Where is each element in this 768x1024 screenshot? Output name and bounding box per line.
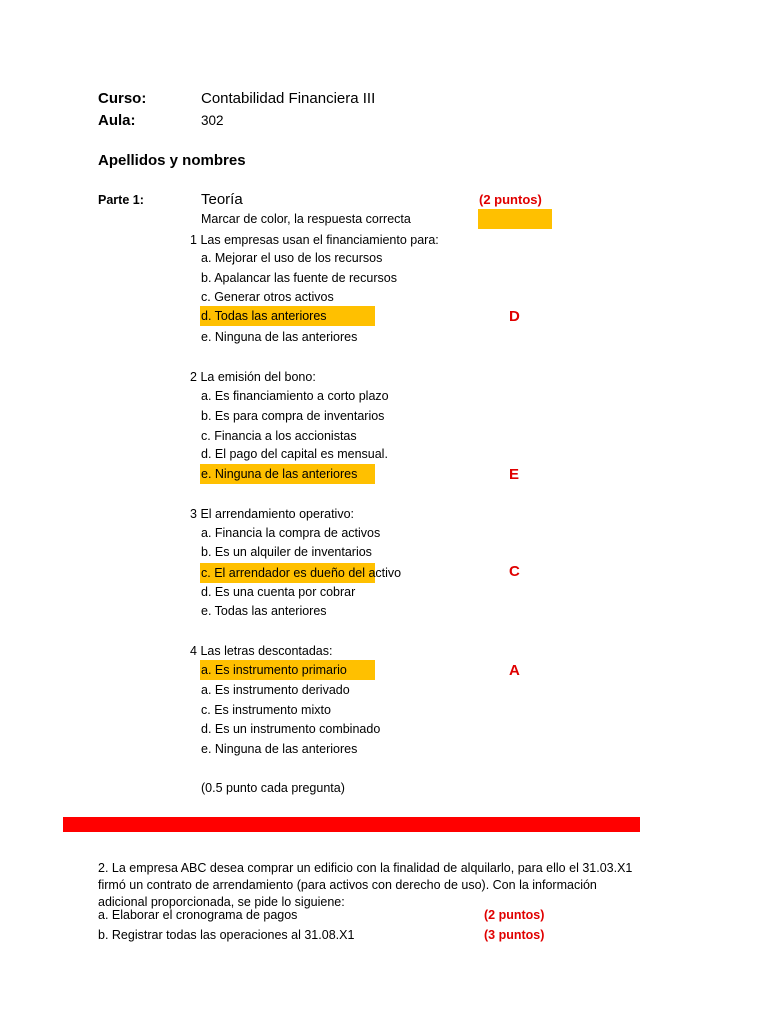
part1-points: (2 puntos) (479, 192, 542, 207)
option[interactable]: a. Es financiamiento a corto plazo (201, 389, 389, 403)
curso-label: Curso: (98, 90, 147, 107)
question-2 (190, 370, 316, 384)
aula-label: Aula: (98, 112, 136, 129)
option[interactable]: c. Financia a los accionistas (201, 429, 357, 443)
red-divider-bar (63, 817, 640, 832)
option[interactable]: b. Es para compra de inventarios (201, 409, 385, 423)
question-4 (190, 644, 332, 658)
highlight-sample (478, 209, 552, 229)
option[interactable]: d. El pago del capital es mensual. (201, 447, 388, 461)
answer-letter: E (509, 466, 520, 483)
question-text: La emisión del bono: (200, 370, 316, 384)
part2-item-points: (3 puntos) (484, 928, 545, 942)
part2-paragraph: 2. La empresa ABC desea comprar un edificio con la finalidad de alquilarlo, para ello el 31.03.X1 firmó un contrato de arrendamiento (para activos con derecho de uso). Con la información adicional proporcionada, se pide lo siguiene: (98, 861, 633, 909)
option[interactable]: c. Generar otros activos (201, 290, 334, 304)
part1-instruction: Marcar de color, la respuesta correcta (201, 212, 411, 226)
option[interactable]: b. Apalancar las fuente de recursos (201, 271, 397, 285)
option-selected[interactable]: e. Ninguna de las anteriores (201, 467, 358, 481)
option[interactable]: e. Todas las anteriores (201, 604, 327, 618)
part2-item: b. Registrar todas las operaciones al 31.08.X1 (98, 928, 355, 942)
question-text: Las empresas usan el financiamiento para: (200, 233, 439, 247)
option[interactable]: e. Ninguna de las anteriores (201, 742, 358, 756)
question-3 (190, 507, 354, 521)
option[interactable]: a. Mejorar el uso de los recursos (201, 251, 383, 265)
part2-item: a. Elaborar el cronograma de pagos (98, 908, 298, 922)
part2-item-points: (2 puntos) (484, 908, 545, 922)
part1-footer: (0.5 punto cada pregunta) (201, 781, 345, 795)
question-number: 1 (190, 233, 197, 247)
answer-letter: A (509, 662, 520, 679)
option-selected[interactable]: a. Es instrumento primario (201, 663, 347, 677)
option[interactable]: d. Es una cuenta por cobrar (201, 585, 356, 599)
option[interactable]: a. Es instrumento derivado (201, 683, 350, 697)
answer-letter: D (509, 308, 520, 325)
question-text: Las letras descontadas: (200, 644, 333, 658)
option[interactable]: a. Financia la compra de activos (201, 526, 381, 540)
question-number: 2 (190, 370, 197, 384)
aula-value: 302 (201, 113, 224, 128)
part1-label: Parte 1: (98, 193, 144, 207)
question-number: 4 (190, 644, 197, 658)
option-selected[interactable]: d. Todas las anteriores (201, 309, 327, 323)
question-number: 3 (190, 507, 197, 521)
part1-title: Teoría (201, 191, 243, 208)
answer-letter: C (509, 563, 520, 580)
curso-value: Contabilidad Financiera III (201, 90, 376, 107)
option[interactable]: e. Ninguna de las anteriores (201, 330, 358, 344)
option[interactable]: c. Es instrumento mixto (201, 703, 331, 717)
option-selected[interactable]: c. El arrendador es dueño del activo (201, 566, 402, 580)
option[interactable]: d. Es un instrumento combinado (201, 722, 381, 736)
option[interactable]: b. Es un alquiler de inventarios (201, 545, 372, 559)
question-1 (190, 233, 439, 247)
question-text: El arrendamiento operativo: (200, 507, 354, 521)
nombres-label: Apellidos y nombres (98, 152, 246, 169)
